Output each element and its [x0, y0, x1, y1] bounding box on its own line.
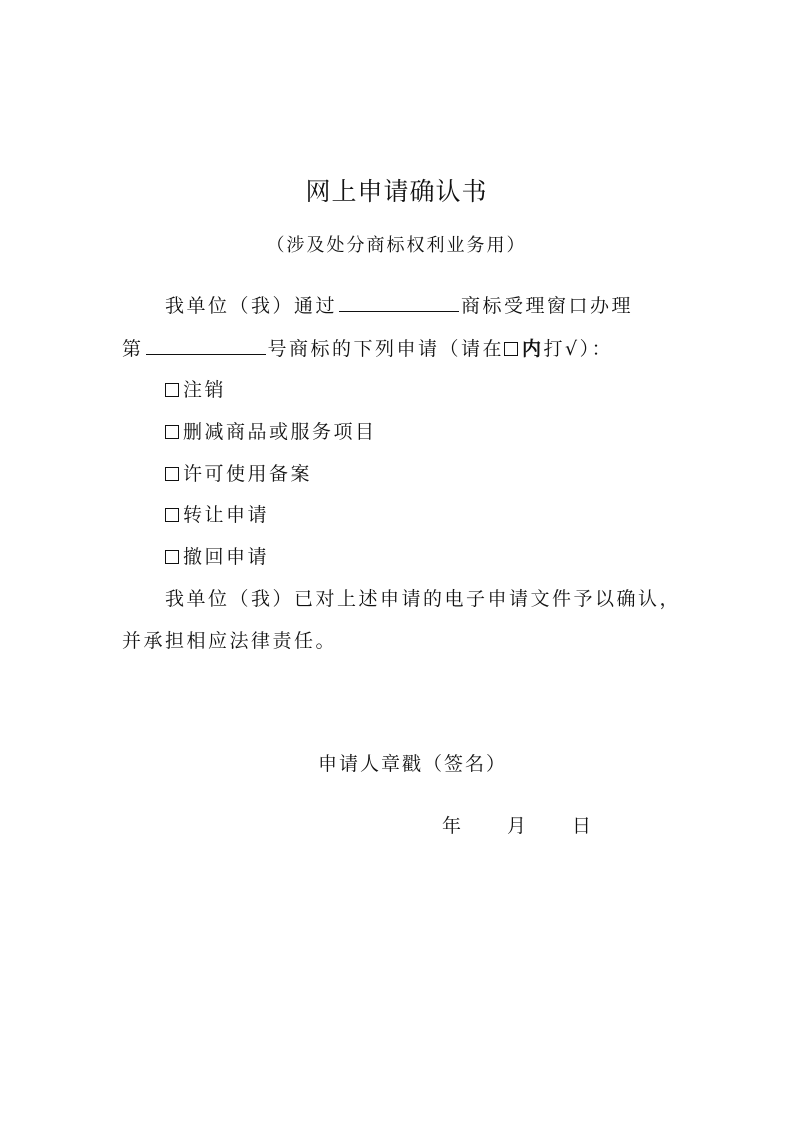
option-label: 撤回申请	[183, 546, 270, 568]
date-day: 日	[572, 815, 592, 837]
inner-text: 内	[522, 338, 544, 360]
date-year: 年	[442, 815, 462, 837]
option-label: 许可使用备案	[183, 463, 313, 485]
paragraph-text: 打√）：	[543, 338, 614, 360]
confirmation-line-2: 并承担相应法律责任。	[122, 630, 338, 652]
document-title: 网上申请确认书	[305, 177, 488, 206]
document-subtitle: （涉及处分商标权利业务用）	[266, 235, 527, 256]
checkbox-icon	[504, 342, 518, 356]
option-license-filing	[165, 459, 312, 486]
option-label: 删减商品或服务项目	[183, 421, 377, 443]
option-transfer-application	[165, 500, 269, 527]
checkbox-icon[interactable]	[165, 425, 179, 439]
checkbox-icon[interactable]	[165, 467, 179, 481]
checkbox-icon[interactable]	[165, 508, 179, 522]
paragraph-line-2	[122, 334, 613, 361]
date-month: 月	[507, 815, 527, 837]
checkbox-icon[interactable]	[165, 383, 179, 397]
confirmation-line-1: 我单位（我）已对上述申请的电子申请文件予以确认，	[165, 588, 682, 610]
option-label: 转让申请	[183, 504, 270, 526]
paragraph-text: 我单位（我）通过	[165, 295, 338, 317]
signature-label: 申请人章戳（签名）	[318, 753, 508, 775]
checkbox-icon[interactable]	[165, 550, 179, 564]
option-cancellation	[165, 375, 226, 402]
paragraph-text: 商标受理窗口办理	[461, 295, 634, 317]
paragraph-line-1	[165, 291, 633, 318]
paragraph-text: 第	[122, 338, 144, 360]
option-label: 注销	[183, 379, 227, 401]
trademark-number-blank[interactable]	[146, 336, 266, 355]
option-withdraw-application	[165, 542, 269, 569]
window-name-blank[interactable]	[339, 293, 459, 312]
paragraph-text: 号商标的下列申请（请在	[267, 338, 505, 360]
option-reduce-goods-services	[165, 417, 377, 444]
